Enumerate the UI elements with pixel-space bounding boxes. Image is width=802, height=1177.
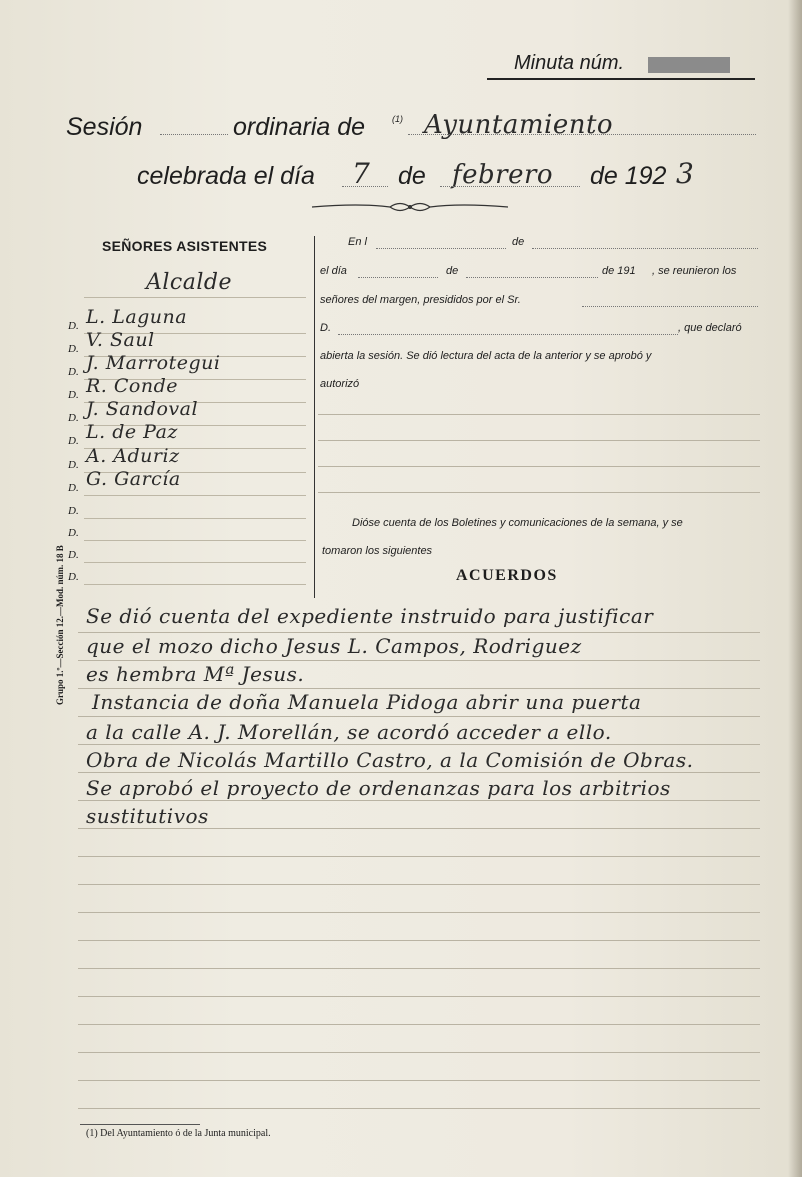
year-digit-handwritten: 3	[676, 157, 695, 190]
member-line-10	[84, 540, 306, 541]
organo-dots	[408, 134, 756, 135]
prefix-8: D.	[68, 482, 79, 494]
preamble-eldia: el día	[320, 265, 347, 277]
sesion-dots	[160, 134, 228, 135]
prefix-3: D.	[68, 366, 79, 378]
margin-form-code: Grupo 1.º—Sección 12.—Mod. núm. 18 B	[55, 545, 65, 705]
ruled-18	[78, 1108, 760, 1109]
preamble-dots-3	[582, 306, 758, 307]
acuerdo-line-4: Instancia de doña Manuela Pidoga abrir una puerta	[92, 690, 642, 714]
member-1: L. Laguna	[86, 306, 188, 328]
ruled-pre-4	[318, 492, 760, 493]
assist-line-title	[84, 297, 306, 298]
preamble-dots-2b	[466, 277, 598, 278]
minuta-label: Minuta núm.	[514, 52, 625, 74]
preamble-dots-1b	[532, 248, 758, 249]
member-8: G. García	[86, 468, 181, 490]
prefix-2: D.	[68, 343, 79, 355]
prefix-9: D.	[68, 505, 79, 517]
ruled-pre-1	[318, 414, 760, 415]
preamble-de-1: de	[512, 236, 525, 248]
preamble-boletines-1: Dióse cuenta de los Boletines y comunicaciones de la semana, y se	[352, 517, 683, 529]
acuerdo-line-7: Se aprobó el proyecto de ordenanzas para los arbitrios	[86, 776, 671, 800]
member-3: J. Marrotegui	[86, 352, 221, 374]
ruled-pre-2	[318, 440, 760, 441]
prefix-11: D.	[68, 549, 79, 561]
acuerdo-line-3: es hembra Mª Jesus.	[86, 662, 305, 686]
member-7: A. Aduriz	[86, 445, 180, 467]
ruled-10	[78, 884, 760, 885]
ruled-14	[78, 996, 760, 997]
prefix-5: D.	[68, 412, 79, 424]
footer-rule	[80, 1124, 200, 1125]
ruled-3	[78, 688, 760, 689]
prefix-10: D.	[68, 527, 79, 539]
preamble-abierta: abierta la sesión. Se dió lectura del acta de la anterior y se aprobó y	[320, 350, 652, 362]
member-5: J. Sandoval	[86, 398, 199, 420]
presidente-title: Alcalde	[146, 270, 232, 295]
preamble-de-2: de	[446, 265, 459, 277]
ruled-16	[78, 1052, 760, 1053]
member-6: L. de Paz	[86, 421, 178, 443]
preamble-reunieron: , se reunieron los	[652, 265, 737, 277]
preamble-declaro: , que declaró	[678, 322, 742, 334]
footer-note: (1) Del Ayuntamiento ó de la Junta municipal.	[86, 1128, 271, 1139]
preamble-dots-4	[338, 334, 678, 335]
member-line-12	[84, 584, 306, 585]
preamble-boletines-2: tomaron los siguientes	[322, 545, 433, 557]
ruled-11	[78, 912, 760, 913]
member-2: V. Saul	[86, 329, 155, 351]
member-line-11	[84, 562, 306, 563]
minuta-number-redaction	[648, 57, 730, 73]
member-line-8	[84, 495, 306, 496]
acuerdo-line-6: Obra de Nicolás Martillo Castro, a la Comisión de Obras.	[86, 748, 694, 772]
ruled-4	[78, 716, 760, 717]
ruled-17	[78, 1080, 760, 1081]
preamble-en: En l	[348, 236, 367, 248]
mes-handwritten: febrero	[452, 160, 554, 190]
de-label: de	[398, 162, 426, 190]
ordinaria-label: ordinaria de	[233, 113, 366, 141]
ornament-divider	[310, 198, 510, 216]
mes-dots	[440, 186, 580, 187]
dia-handwritten: 7	[352, 157, 371, 190]
prefix-12: D.	[68, 571, 79, 583]
acuerdo-line-1: Se dió cuenta del expediente instruido para justificar	[86, 604, 654, 628]
minuta-underline	[487, 78, 755, 80]
ruled-7	[78, 800, 760, 801]
member-line-9	[84, 518, 306, 519]
preamble-dots-2a	[358, 277, 438, 278]
ruled-13	[78, 968, 760, 969]
footnote-mark: (1)	[392, 114, 403, 124]
celebrada-label: celebrada el día	[137, 162, 315, 190]
ruled-6	[78, 772, 760, 773]
acuerdo-line-5: a la calle A. J. Morellán, se acordó acceder a ello.	[86, 720, 612, 744]
preamble-d: D.	[320, 322, 331, 334]
preamble-senores: señores del margen, presididos por el Sr.	[320, 294, 521, 306]
page-edge-shadow	[788, 0, 802, 1177]
acuerdo-line-2: que el mozo dicho Jesus L. Campos, Rodriguez	[86, 634, 582, 658]
ruled-12	[78, 940, 760, 941]
column-divider	[314, 236, 315, 598]
ruled-2	[78, 660, 760, 661]
acuerdos-heading: ACUERDOS	[456, 567, 558, 584]
organo-handwritten: Ayuntamiento	[424, 110, 614, 140]
preamble-de191: de 191	[602, 265, 636, 277]
ruled-pre-3	[318, 466, 760, 467]
acuerdo-line-8: sustitutivos	[86, 804, 209, 828]
asistentes-heading: SEÑORES ASISTENTES	[102, 238, 268, 254]
ruled-1	[78, 632, 760, 633]
ruled-8	[78, 828, 760, 829]
member-4: R. Conde	[86, 375, 179, 397]
ruled-15	[78, 1024, 760, 1025]
de-year-label: de 192	[590, 162, 667, 190]
prefix-1: D.	[68, 320, 79, 332]
dia-dots	[342, 186, 388, 187]
preamble-dots-1a	[376, 248, 506, 249]
ruled-5	[78, 744, 760, 745]
prefix-6: D.	[68, 435, 79, 447]
ruled-9	[78, 856, 760, 857]
prefix-4: D.	[68, 389, 79, 401]
preamble-autorizo: autorizó	[320, 378, 360, 390]
prefix-7: D.	[68, 459, 79, 471]
sesion-label: Sesión	[66, 113, 143, 141]
